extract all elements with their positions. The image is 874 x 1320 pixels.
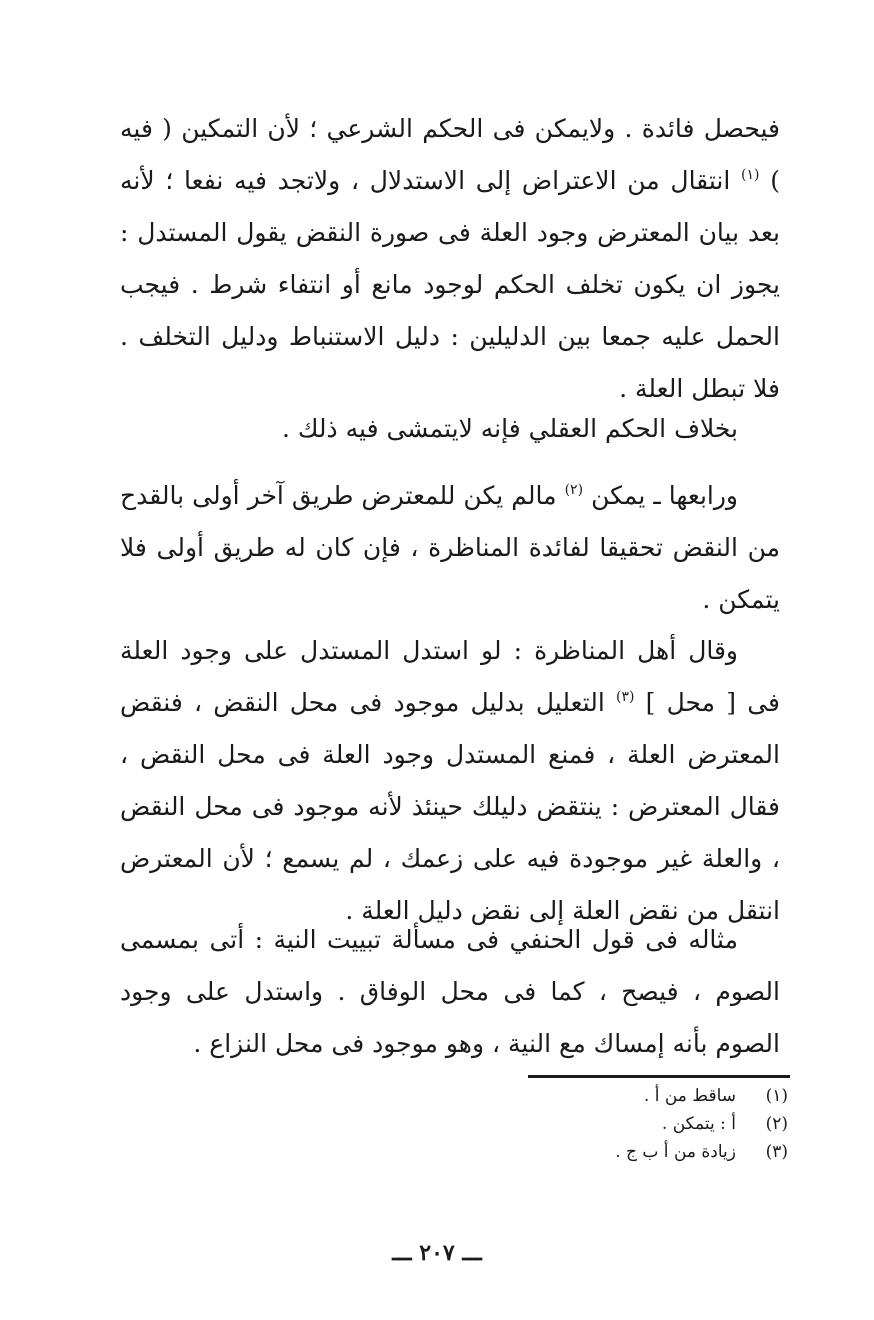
- paragraph-5-text: مثاله فى قول الحنفي فى مسألة تبييت النية : أتى بمسمى الصوم ، فيصح ، كما فى محل الوفاق . واستدل على وجود الصوم بأنه إمساك مع النية ، وهو موجود فى محل النزاع .: [120, 925, 780, 1058]
- footnote-divider: [528, 1075, 790, 1078]
- footnote-ref-3: (٣): [615, 689, 635, 705]
- footnote-1: [430, 1082, 788, 1110]
- paragraph-4-text-b: التعليل بدليل موجود فى محل النقض ، فنقض المعترض العلة ، فمنع المستدل وجود العلة فى محل النقض ، فقال المعترض : ينتقض دليلك حينئذ لأنه موجود فى محل النقض ، والعلة غير موجودة فيه على زعمك ، لم يسمع ؛ لأن المعترض انتقل من نقض العلة إلى نقض دليل العلة .: [120, 688, 780, 925]
- footnotes: [430, 1082, 788, 1166]
- paragraph-2-text: بخلاف الحكم العقلي فإنه لايتمشى فيه ذلك .: [281, 414, 738, 443]
- paragraph-3: [120, 470, 780, 626]
- footnote-2: [430, 1110, 788, 1138]
- paragraph-1-text-a: فيحصل فائدة . ولايمكن فى الحكم الشرعي ؛ لأن التمكين ( فيه ): [120, 114, 781, 195]
- paragraph-3-text-a: ورابعها ـ يمكن: [591, 481, 738, 510]
- footnote-text: زيادة من أ ب ج .: [615, 1142, 736, 1162]
- paragraph-1: [120, 103, 780, 415]
- paragraph-1-text-b: انتقال من الاعتراض إلى الاستدلال ، ولاتجد فيه نفعا ؛ لأنه بعد بيان المعترض وجود العلة فى صورة النقض يقول المستدل : يجوز ان يكون تخلف الحكم لوجود مانع أو انتفاء شرط . فيجب الحمل عليه جمعا بين الدليلين : دليل الاستنباط ودليل التخلف . فلا تبطل العلة .: [120, 166, 780, 403]
- footnote-text: ساقط من أ .: [643, 1086, 736, 1106]
- footnote-3: [430, 1138, 788, 1166]
- paragraph-3-text-b: مالم يكن للمعترض طريق آخر أولى بالقدح من النقض تحقيقا لفائدة المناظرة ، فإن كان له طريق أولى فلا يتمكن .: [120, 481, 780, 614]
- paragraph-4-text-a: وقال أهل المناظرة : لو استدل المستدل على وجود العلة فى [ محل ]: [120, 636, 780, 717]
- footnote-text: أ : يتمكن .: [661, 1114, 736, 1134]
- footnote-ref-2: (٢): [564, 482, 584, 498]
- footnote-number: (١): [765, 1086, 788, 1106]
- paragraph-5: [120, 914, 780, 1070]
- footnote-number: (٢): [765, 1114, 788, 1134]
- paragraph-4: [120, 625, 780, 937]
- paragraph-2: [120, 403, 780, 455]
- page-number: ـــ ٢٠٧ ـــ: [392, 1240, 482, 1266]
- footnote-ref-1: (١): [741, 167, 760, 183]
- footnote-number: (٣): [765, 1142, 788, 1162]
